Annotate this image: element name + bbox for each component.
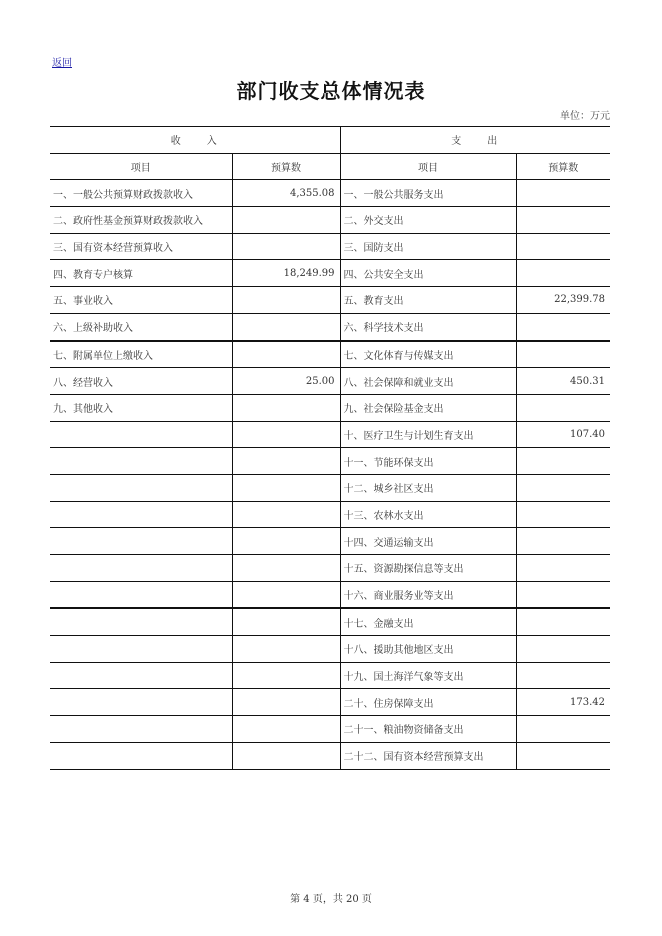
table-row: [50, 394, 610, 421]
expense-amount-cell: 22,399.78: [516, 287, 610, 314]
income-amount-cell: [232, 313, 340, 340]
expense-item-cell: 二十二、国有资本经营预算支出: [340, 742, 516, 769]
income-item-cell: [50, 716, 232, 743]
expense-amount-cell: [516, 608, 610, 635]
income-item-cell: [50, 501, 232, 528]
income-item-cell: [50, 662, 232, 689]
table-row: [50, 287, 610, 314]
income-item-cell: [50, 528, 232, 555]
expense-item-cell: 九、社会保险基金支出: [340, 394, 516, 421]
income-amount-cell: [232, 501, 340, 528]
table-row: [50, 313, 610, 340]
budget-table: [50, 126, 610, 770]
expense-amount-cell: [516, 341, 610, 368]
expense-amount-cell: [516, 555, 610, 582]
income-item-cell: 八、经营收入: [50, 368, 232, 395]
table-row: [50, 555, 610, 582]
expense-item-cell: 十二、城乡社区支出: [340, 474, 516, 501]
income-item-header: 项目: [50, 153, 232, 180]
income-amount-cell: [232, 233, 340, 260]
income-item-cell: [50, 421, 232, 448]
income-amount-cell: [232, 207, 340, 234]
income-item-cell: [50, 689, 232, 716]
income-item-cell: [50, 608, 232, 635]
table-row: [50, 207, 610, 234]
expense-amount-cell: 450.31: [516, 368, 610, 395]
table-row: [50, 233, 610, 260]
expense-item-cell: 四、公共安全支出: [340, 260, 516, 287]
section-header-row: [50, 127, 610, 154]
table-row: [50, 662, 610, 689]
expense-item-header: 项目: [340, 153, 516, 180]
expense-item-cell: 六、科学技术支出: [340, 313, 516, 340]
expense-item-cell: 三、国防支出: [340, 233, 516, 260]
expense-amount-cell: [516, 501, 610, 528]
expense-budget-header: 预算数: [516, 153, 610, 180]
expense-item-cell: 一、一般公共服务支出: [340, 180, 516, 207]
income-amount-cell: [232, 394, 340, 421]
unit-label: 单位：万元: [560, 111, 610, 122]
page-title: 部门收支总体情况表: [236, 79, 426, 103]
table-row: [50, 474, 610, 501]
table-row: [50, 368, 610, 395]
column-header-row: [50, 153, 610, 180]
income-amount-cell: [232, 581, 340, 608]
income-amount-cell: [232, 608, 340, 635]
expense-item-cell: 八、社会保障和就业支出: [340, 368, 516, 395]
income-item-cell: 六、上级补助收入: [50, 313, 232, 340]
income-amount-cell: 4,355.08: [232, 180, 340, 207]
expense-item-cell: 十九、国土海洋气象等支出: [340, 662, 516, 689]
income-amount-cell: 25.00: [232, 368, 340, 395]
expense-item-cell: 十三、农林水支出: [340, 501, 516, 528]
expense-amount-cell: [516, 742, 610, 769]
expense-amount-cell: [516, 207, 610, 234]
income-section-header: 收 入: [50, 127, 340, 154]
expense-amount-cell: [516, 394, 610, 421]
income-amount-cell: [232, 636, 340, 663]
expense-item-cell: 十、医疗卫生与计划生育支出: [340, 421, 516, 448]
back-link[interactable]: 返回: [52, 58, 72, 69]
expense-item-cell: 五、教育支出: [340, 287, 516, 314]
expense-item-cell: 十五、资源勘探信息等支出: [340, 555, 516, 582]
table-row: [50, 581, 610, 608]
expense-amount-cell: [516, 313, 610, 340]
table-row: [50, 421, 610, 448]
income-item-cell: 三、国有资本经营预算收入: [50, 233, 232, 260]
income-item-cell: 五、事业收入: [50, 287, 232, 314]
page-footer-pagination: 第 4 页，共 20 页: [290, 894, 372, 905]
expense-amount-cell: [516, 662, 610, 689]
expense-amount-cell: 173.42: [516, 689, 610, 716]
table-row: [50, 608, 610, 635]
income-budget-header: 预算数: [232, 153, 340, 180]
expense-amount-cell: [516, 474, 610, 501]
income-item-cell: [50, 448, 232, 475]
expense-item-cell: 十一、节能环保支出: [340, 448, 516, 475]
table-row: [50, 180, 610, 207]
income-amount-cell: [232, 528, 340, 555]
table-row: [50, 341, 610, 368]
expense-amount-cell: [516, 581, 610, 608]
income-item-cell: 四、教育专户核算: [50, 260, 232, 287]
expense-item-cell: 二、外交支出: [340, 207, 516, 234]
table-row: [50, 448, 610, 475]
income-item-cell: [50, 474, 232, 501]
income-amount-cell: [232, 555, 340, 582]
expense-amount-cell: [516, 716, 610, 743]
expense-amount-cell: [516, 528, 610, 555]
expense-amount-cell: [516, 636, 610, 663]
expense-item-cell: 七、文化体育与传媒支出: [340, 341, 516, 368]
table-row: [50, 636, 610, 663]
income-amount-cell: [232, 662, 340, 689]
income-amount-cell: [232, 742, 340, 769]
income-item-cell: 七、附属单位上缴收入: [50, 341, 232, 368]
expense-item-cell: 十四、交通运输支出: [340, 528, 516, 555]
table-row: [50, 689, 610, 716]
expense-amount-cell: [516, 260, 610, 287]
income-item-cell: [50, 555, 232, 582]
table-row: [50, 260, 610, 287]
expense-amount-cell: [516, 233, 610, 260]
income-amount-cell: [232, 287, 340, 314]
income-amount-cell: 18,249.99: [232, 260, 340, 287]
income-amount-cell: [232, 341, 340, 368]
table-row: [50, 716, 610, 743]
income-amount-cell: [232, 716, 340, 743]
income-item-cell: 九、其他收入: [50, 394, 232, 421]
expense-item-cell: 十八、援助其他地区支出: [340, 636, 516, 663]
expense-item-cell: 十六、商业服务业等支出: [340, 581, 516, 608]
income-item-cell: [50, 581, 232, 608]
income-item-cell: 一、一般公共预算财政拨款收入: [50, 180, 232, 207]
expense-item-cell: 二十一、粮油物资储备支出: [340, 716, 516, 743]
table-row: [50, 501, 610, 528]
income-item-cell: [50, 636, 232, 663]
expense-amount-cell: [516, 448, 610, 475]
income-item-cell: 二、政府性基金预算财政拨款收入: [50, 207, 232, 234]
income-amount-cell: [232, 689, 340, 716]
expense-item-cell: 二十、住房保障支出: [340, 689, 516, 716]
expense-amount-cell: 107.40: [516, 421, 610, 448]
table-row: [50, 528, 610, 555]
income-amount-cell: [232, 474, 340, 501]
income-item-cell: [50, 742, 232, 769]
expense-item-cell: 十七、金融支出: [340, 608, 516, 635]
income-amount-cell: [232, 448, 340, 475]
table-row: [50, 742, 610, 769]
income-amount-cell: [232, 421, 340, 448]
expense-section-header: 支 出: [340, 127, 610, 154]
expense-amount-cell: [516, 180, 610, 207]
